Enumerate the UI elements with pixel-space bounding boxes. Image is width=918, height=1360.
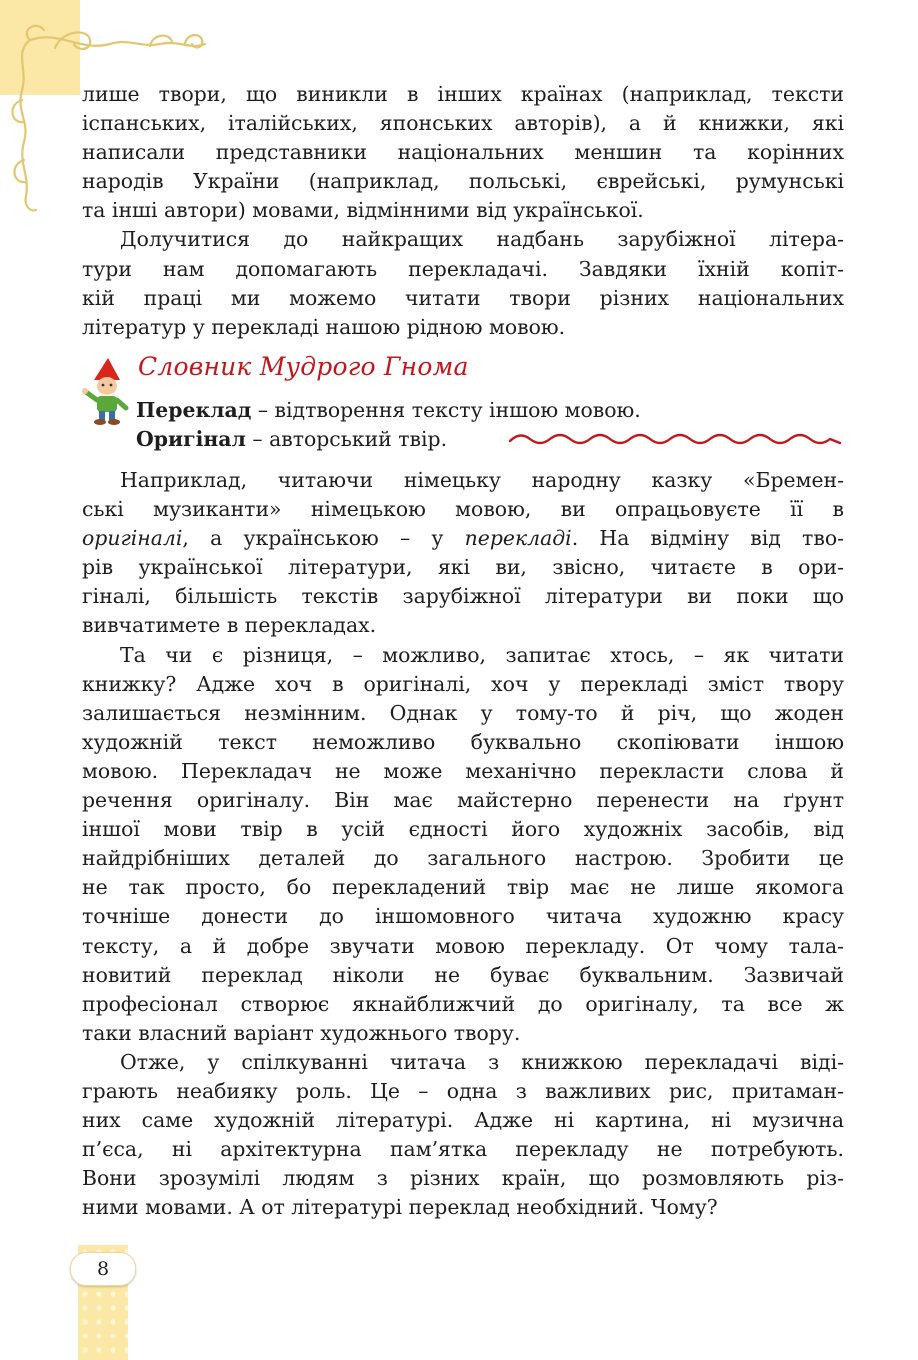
page-number: 8	[70, 1252, 136, 1286]
paragraph-line: Вони зрозумілі людям з різних країн, що розмовляють різ-	[82, 1166, 844, 1191]
dictionary-definition: – авторський твір.	[245, 427, 448, 451]
paragraph-line: мовою. Перекладач не може механічно перекласти слова й	[82, 758, 844, 783]
paragraph-line: Наприклад, читаючи німецьку народну казку «Бремен-	[120, 468, 844, 492]
paragraph-line: кій праці ми можемо читати твори різних національних	[82, 285, 844, 310]
paragraph-line: найдрібніших деталей до загального настрою. Зробити це	[82, 846, 844, 871]
paragraph-line: новитий переклад ніколи не буває буквальним. Зазвичай	[82, 962, 844, 987]
text-span: , а українською – у	[182, 526, 465, 551]
dictionary-entry	[136, 425, 447, 454]
paragraph-line: художній текст неможливо буквально скопіювати іншою	[82, 729, 844, 754]
paragraph-line: рів української літератури, які ви, звісно, читаєте в ори-	[82, 555, 844, 580]
paragraph-line: тури нам допомагають перекладачі. Завдяки їхній копіт-	[82, 256, 844, 281]
paragraph-line: Та чи є різниця, – можливо, запитає хтось, – як читати	[120, 642, 844, 667]
italic-term: перекладі	[464, 526, 572, 551]
dictionary-term: Переклад	[136, 398, 252, 422]
paragraph-line: професіонал створює якнайближчий до оригіналу, та все ж	[82, 991, 844, 1016]
paragraph-line: тексту, а й добре звучати мовою перекладу. От чому тала-	[82, 933, 844, 958]
dictionary-definition: – відтворення тексту іншою мовою.	[251, 398, 641, 422]
paragraph-line: Долучитися до найкращих надбань зарубіжної літера-	[120, 227, 844, 252]
paragraph-line: народів України (наприклад, польські, єврейські, румунські	[82, 169, 844, 194]
dictionary-term: Оригінал	[136, 427, 246, 451]
paragraph-line: грають неабияку роль. Це – одна з важливих рис, притаман-	[82, 1078, 844, 1103]
italic-term: оригіналі	[82, 526, 183, 551]
dictionary-title: Словник Мудрого Гнома	[138, 352, 469, 381]
paragraph-line: вивчатимете в перекладах.	[82, 613, 377, 638]
paragraph-line: гіналі, більшість текстів зарубіжної літератури ви поки що	[82, 584, 844, 609]
text-span: . На відміну від тво-	[571, 526, 844, 551]
gnome-icon	[80, 356, 136, 426]
paragraph-line: точніше донести до іншомовного читача художню красу	[82, 904, 844, 929]
paragraph-line: таки власний варіант художнього твору.	[82, 1020, 521, 1045]
paragraph-line: не так просто, бо перекладений твір має не лише якомога	[82, 875, 844, 900]
paragraph-line: книжку? Адже хоч в оригіналі, хоч у перекладі зміст твору	[82, 671, 844, 696]
paragraph-line: іспанських, італійських, японських авторів), а й книжки, які	[82, 111, 844, 136]
paragraph-line: них саме художній літературі. Адже ні картина, ні музична	[82, 1108, 844, 1133]
paragraph-line: ські музиканти» німецькою мовою, ви опрацьовуєте її в	[82, 497, 844, 522]
paragraph-line: іншої мови твір в усій єдності його художніх засобів, від	[82, 817, 844, 842]
paragraph-line: лише твори, що виникли в інших країнах (наприклад, тексти	[82, 82, 844, 106]
wave-line-icon	[508, 429, 844, 449]
paragraph-line	[82, 524, 844, 553]
paragraph-line: залишається незмінним. Однак у тому-то й річ, що жоден	[82, 700, 844, 725]
paragraph-line: речення оригіналу. Він має майстерно перенести на ґрунт	[82, 788, 844, 813]
paragraph-line: та інші автори) мовами, відмінними від української.	[82, 198, 644, 223]
paragraph-line: літератур у перекладі нашою рідною мовою.	[82, 314, 566, 339]
dictionary-entry	[136, 396, 641, 425]
paragraph-line: ними мовами. А от літературі переклад необхідний. Чому?	[82, 1195, 718, 1220]
paragraph-line: Отже, у спілкуванні читача з книжкою перекладачі віді-	[120, 1049, 844, 1074]
text-block-top	[82, 80, 844, 342]
text-block-main	[82, 466, 844, 1222]
paragraph-line: п’єса, ні архітектурна пам’ятка перекладу не потребують.	[82, 1137, 844, 1162]
paragraph-line: написали представники національних меншин та корінних	[82, 140, 844, 165]
